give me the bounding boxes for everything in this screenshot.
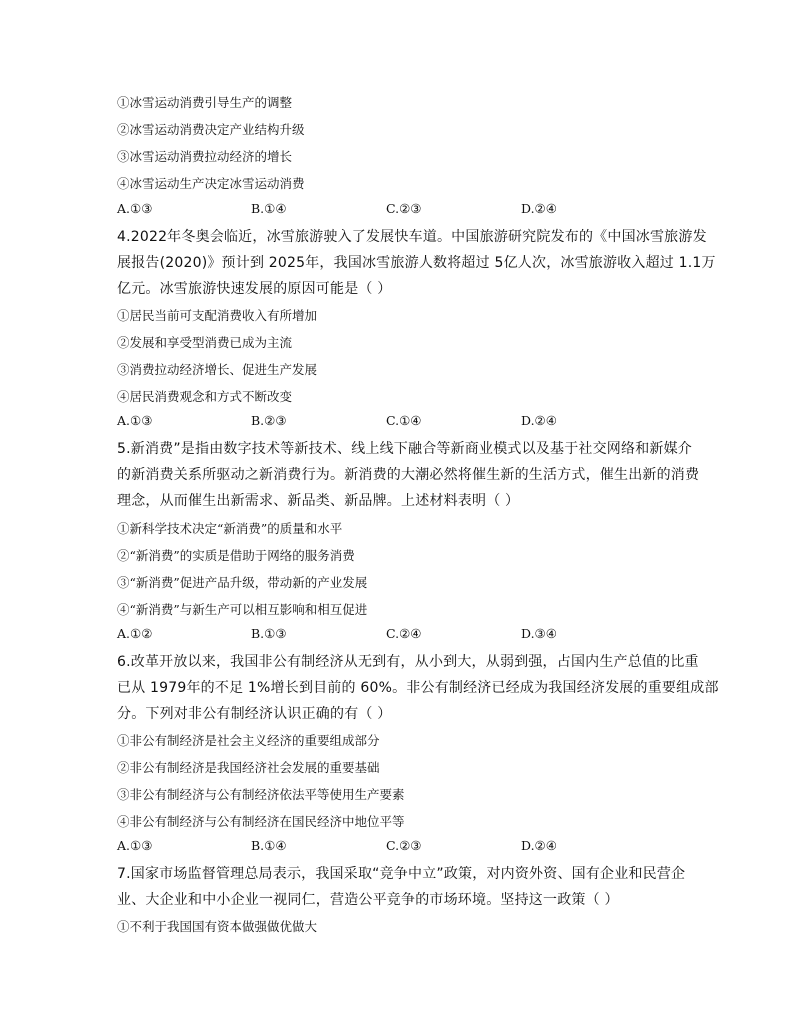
q4-choice-a: A.①③ (117, 413, 153, 428)
q7-stem-line-2: 业、大企业和中小企业一视同仁，营造公平竞争的市场环境。坚持这一政策（ ） (117, 892, 619, 908)
q5-stem-line-2: 的新消费关系所驱动之新消费行为。新消费的大潮必然将催生新的生活方式，催生出新的消费 (117, 467, 700, 483)
q6-option-3: ③非公有制经济与公有制经济依法平等使用生产要素 (117, 787, 405, 802)
q4-option-4: ④居民消费观念和方式不断改变 (117, 389, 293, 404)
q3-choice-c: C.②③ (386, 201, 422, 216)
q5-option-3: ③“新消费”促进产品升级，带动新的产业发展 (117, 575, 368, 590)
q6-choice-d: D.②④ (521, 838, 557, 853)
q5-stem-line-1: 5.新消费”是指由数字技术等新技术、线上线下融合等新商业模式以及基于社交网络和新媒介 (117, 441, 693, 457)
q6-choice-a: A.①③ (117, 838, 153, 853)
q5-choice-d: D.③④ (521, 626, 557, 641)
q5-option-2: ②“新消费”的实质是借助于网络的服务消费 (117, 548, 355, 563)
q4-stem-line-2: 展报告(2020)》预计到 2025年，我国冰雪旅游人数将超过 5亿人次，冰雪旅游收入超过 1.1万 (117, 255, 716, 271)
q6-option-2: ②非公有制经济是我国经济社会发展的重要基础 (117, 760, 380, 775)
q3-choice-d: D.②④ (521, 201, 557, 216)
q4-option-2: ②发展和享受型消费已成为主流 (117, 335, 293, 350)
q6-option-1: ①非公有制经济是社会主义经济的重要组成部分 (117, 733, 380, 748)
q4-stem-line-3: 亿元。冰雪旅游快速发展的原因可能是（ ） (117, 281, 392, 297)
q4-choice-d: D.②④ (521, 413, 557, 428)
q3-choice-a: A.①③ (117, 201, 153, 216)
q5-choice-c: C.②④ (386, 626, 422, 641)
q4-stem-line-1: 4.2022年冬奥会临近，冰雪旅游驶入了发展快车道。中国旅游研究院发布的《中国冰雪旅游发 (117, 229, 707, 245)
q6-option-4: ④非公有制经济与公有制经济在国民经济中地位平等 (117, 814, 405, 829)
q6-stem-line-2: 已从 1979年的不足 1%增长到目前的 60%。非公有制经济已经成为我国经济发展的重要组成部 (117, 680, 719, 696)
q5-option-1: ①新科学技术决定“新消费”的质量和水平 (117, 521, 343, 536)
q6-choice-b: B.①④ (251, 838, 287, 853)
q3-option-1: ①冰雪运动消费引导生产的调整 (117, 95, 293, 110)
q3-option-3: ③冰雪运动消费拉动经济的增长 (117, 149, 293, 164)
q3-choice-b: B.①④ (251, 201, 287, 216)
q3-option-4: ④冰雪运动生产决定冰雪运动消费 (117, 176, 305, 191)
q4-option-1: ①居民当前可支配消费收入有所增加 (117, 308, 318, 323)
q7-stem-line-1: 7.国家市场监督管理总局表示，我国采取“竞争中立”政策，对内资外资、国有企业和民营企 (117, 866, 686, 882)
q7-option-1: ①不利于我国国有资本做强做优做大 (117, 919, 318, 934)
q6-choice-c: C.②③ (386, 838, 422, 853)
q5-choice-b: B.①③ (251, 626, 287, 641)
q5-option-4: ④“新消费”与新生产可以相互影响和相互促进 (117, 602, 368, 617)
q6-stem-line-1: 6.改革开放以来，我国非公有制经济从无到有，从小到大，从弱到强，占国内生产总值的比重 (117, 654, 699, 670)
q4-choice-c: C.①④ (386, 413, 422, 428)
q6-stem-line-3: 分。下列对非公有制经济认识正确的有（ ） (117, 706, 392, 722)
q4-option-3: ③消费拉动经济增长、促进生产发展 (117, 362, 318, 377)
q4-choice-b: B.②③ (251, 413, 287, 428)
q5-choice-a: A.①② (117, 626, 153, 641)
q3-option-2: ②冰雪运动消费决定产业结构升级 (117, 122, 305, 137)
q5-stem-line-3: 理念，从而催生出新需求、新品类、新品牌。上述材料表明（ ） (117, 493, 520, 509)
